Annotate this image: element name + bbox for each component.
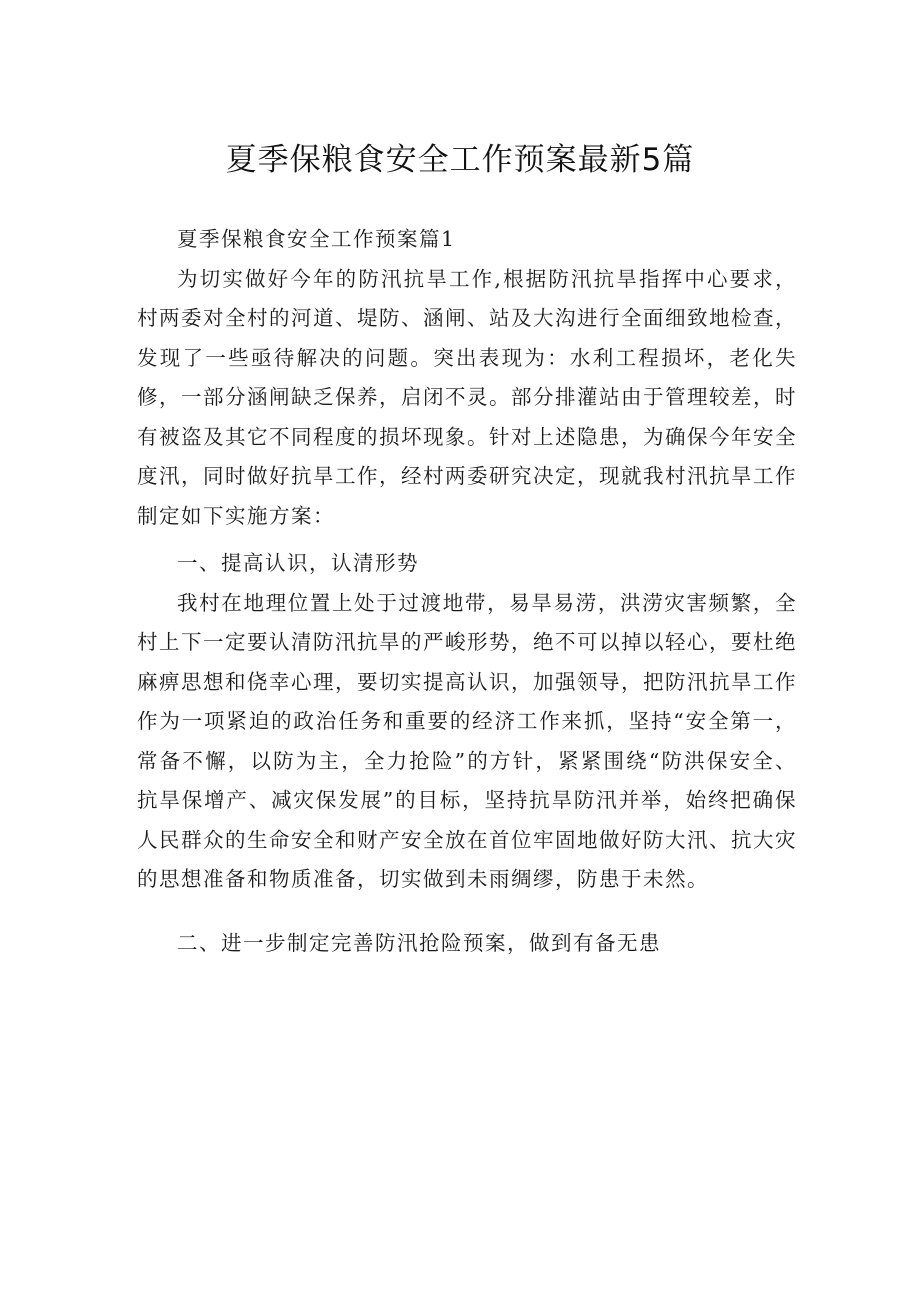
document-title: 夏季保粮食安全工作预案最新5篇 [225, 142, 695, 178]
body-paragraph-1: 我村在地理位置上处于过渡地带，易旱易涝，洪涝灾害频繁，全村上下一定要认清防汛抗旱的严峻形势，绝不可以掉以轻心，要杜绝麻痹思想和侥幸心理，要切实提高认识，加强领导，把防汛抗旱工作作为一项紧迫的政治任务和重要的经济工作来抓，坚持“安全第一，常备不懈，以防为主，全力抢险”的方针，紧紧围绕“防洪保安全、抗旱保增产、减灾保发展”的目标，坚持抗旱防汛并举，始终把确保人民群众的生命安全和财产安全放在首位牢固地做好防大汛、抗大灾的思想准备和物质准备，切实做到未雨绸缪，防患于未然。 [137, 590, 797, 891]
heading-1: 一、提高认识，认清形势 [177, 551, 419, 575]
section-heading: 夏季保粮食安全工作预案篇1 [177, 227, 456, 251]
intro-paragraph: 为切实做好今年的防汛抗旱工作,根据防汛抗旱指挥中心要求，村两委对全村的河道、堤防、涵闸、站及大沟进行全面细致地检查，发现了一些亟待解决的问题。突出表现为：水利工程损坏，老化失修，一部分涵闸缺乏保养，启闭不灵。部分排灌站由于管理较差，时有被盗及其它不同程度的损坏现象。针对上述隐患，为确保今年安全度汛，同时做好抗旱工作，经村两委研究决定，现就我村汛抗旱工作制定如下实施方案： [137, 266, 797, 528]
heading-2: 二、进一步制定完善防汛抢险预案，做到有备无患 [177, 930, 661, 955]
document-body [137, 220, 797, 963]
